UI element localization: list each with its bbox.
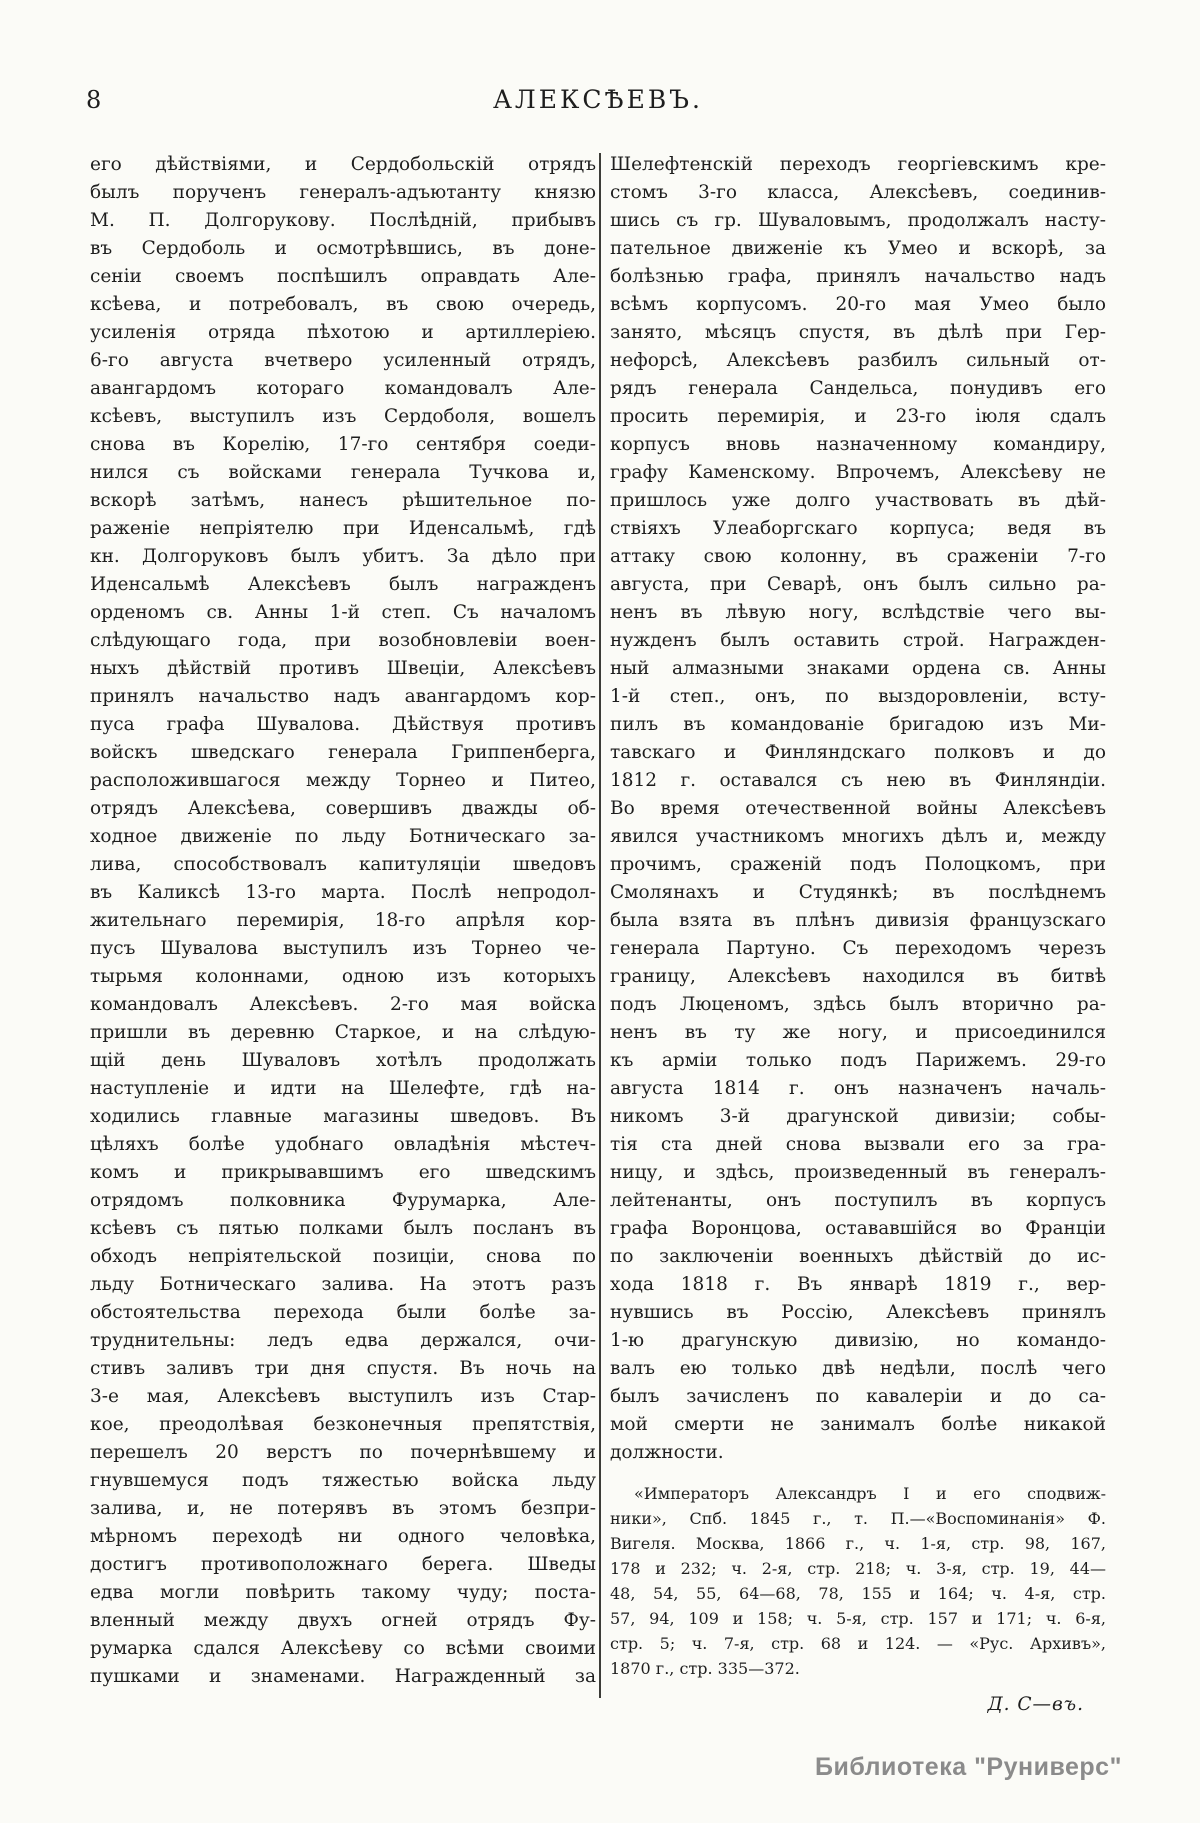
column-divider-rule (599, 153, 601, 1698)
text-line: раженіе непріятелю при Иденсальмѣ, гдѣ (90, 518, 596, 539)
text-line: 6-го августа вчетверо усиленный отрядъ, (90, 350, 596, 371)
text-line: ницу, и здѣсь, произведенный въ генералъ- (610, 1162, 1106, 1183)
text-line: стр. 5; ч. 7-я, стр. 68 и 124. — «Рус. Архивъ», (610, 1634, 1106, 1653)
text-line: труднительны: ледъ едва держался, очи- (90, 1330, 596, 1351)
text-line: пришли въ деревню Старкое, и на слѣдую- (90, 1022, 596, 1043)
text-line: отрядомъ полковника Фурумарка, Але- (90, 1190, 596, 1211)
text-line: мѣрномъ переходѣ ни одного человѣка, (90, 1526, 596, 1547)
text-line: его дѣйствіями, и Сердобольскій отрядъ (90, 154, 596, 175)
text-line: генерала Партуно. Съ переходомъ черезъ (610, 938, 1106, 959)
running-header: АЛЕКСѢЕВЪ. (493, 85, 703, 114)
right-text-column (610, 151, 1106, 1719)
text-line: пусъ Шувалова выступилъ изъ Торнео че- (90, 938, 596, 959)
text-line: ненъ въ ту же ногу, и присоединился (610, 1022, 1106, 1043)
text-line: вленный между двухъ огней отрядъ Фу- (90, 1610, 596, 1631)
text-line: былъ зачисленъ по кавалеріи и до са- (610, 1386, 1106, 1407)
text-line: ники», Спб. 1845 г., т. П.—«Воспоминанія» Ф. (610, 1509, 1106, 1528)
text-line: была взята въ плѣнъ дивизія французскаго (610, 910, 1106, 931)
text-line: льду Ботническаго залива. На этотъ разъ (90, 1274, 596, 1295)
text-line: ксѣева, и потребовалъ, въ свою очередь, (90, 294, 596, 315)
text-line: М. П. Долгорукову. Послѣдній, прибывъ (90, 210, 596, 231)
text-line: пришлось уже долго участвовать въ дѣй- (610, 490, 1106, 511)
text-line: снова въ Корелію, 17-го сентября соеди- (90, 434, 596, 455)
text-line: ксѣевъ съ пятью полками былъ посланъ въ (90, 1218, 596, 1239)
text-line: Иденсальмѣ Алексѣевъ былъ награжденъ (90, 574, 596, 595)
bibliography (610, 1481, 1106, 1681)
text-line: командовалъ Алексѣевъ. 2-го мая войска (90, 994, 596, 1015)
text-line: явился участникомъ многихъ дѣлъ и, между (610, 826, 1106, 847)
text-line: ный алмазными знаками ордена св. Анны (610, 658, 1106, 679)
text-line: нился съ войсками генерала Тучкова и, (90, 462, 596, 483)
text-line: ходное движеніе по льду Ботническаго за- (90, 826, 596, 847)
bibliography-first-line: «Императоръ Александръ I и его сподвиж- (634, 1484, 1106, 1503)
text-line: перешелъ 20 верстъ по почернѣвшему и (90, 1442, 596, 1463)
text-line: Вигеля. Москва, 1866 г., ч. 1-я, стр. 98, 167, (610, 1534, 1106, 1553)
text-line: ходились главные магазины шведовъ. Въ (90, 1106, 596, 1127)
page-number: 8 (86, 86, 102, 114)
text-line: пательное движеніе къ Умео и вскорѣ, за (610, 238, 1106, 259)
text-line: румарка сдался Алексѣеву со всѣми своими (90, 1638, 596, 1659)
text-line: обходъ непріятельской позиціи, снова по (90, 1246, 596, 1267)
text-line: 3-е мая, Алексѣевъ выступилъ изъ Стар- (90, 1386, 596, 1407)
text-line: залива, и, не потерявъ въ этомъ безпри- (90, 1498, 596, 1519)
text-line: подъ Люценомъ, здѣсь былъ вторично ра- (610, 994, 1106, 1015)
bibliography-body (610, 1506, 1106, 1656)
text-line: тырьмя колоннами, одною изъ которыхъ (90, 966, 596, 987)
text-line: рядъ генерала Сандельса, понудивъ его (610, 378, 1106, 399)
text-line: нефорсѣ, Алексѣевъ разбилъ сильный от- (610, 350, 1106, 371)
author-signature: Д. С—въ. (987, 1694, 1084, 1715)
text-line: графу Каменскому. Впрочемъ, Алексѣеву не (610, 462, 1106, 483)
text-line: корпусъ вновь назначенному командиру, (610, 434, 1106, 455)
text-line: войскъ шведскаго генерала Гриппенберга, (90, 742, 596, 763)
text-line: болѣзнью графа, принялъ начальство надъ (610, 266, 1106, 287)
text-line: границу, Алексѣевъ находился въ битвѣ (610, 966, 1106, 987)
text-line: едва могли повѣрить такому чуду; поста- (90, 1582, 596, 1603)
text-line: тавскаго и Финляндскаго полковъ и до (610, 742, 1106, 763)
text-line: кн. Долгоруковъ былъ убитъ. За дѣло при (90, 546, 596, 567)
text-line: ствіяхъ Улеаборгскаго корпуса; ведя въ (610, 518, 1106, 539)
text-line: 1-й степ., онъ, по выздоровленіи, всту- (610, 686, 1106, 707)
text-line: ненъ въ лѣвую ногу, вслѣдствіе чего вы- (610, 602, 1106, 623)
text-line: августа 1814 г. онъ назначенъ началь- (610, 1078, 1106, 1099)
text-line: 178 и 232; ч. 2-я, стр. 218; ч. 3-я, стр. 19, 44— (610, 1559, 1106, 1578)
text-line: нувшись въ Россію, Алексѣевъ принялъ (610, 1302, 1106, 1323)
text-line: занято, мѣсяцъ спустя, въ дѣлѣ при Гер- (610, 322, 1106, 343)
text-line: тія ста дней снова вызвали его за гра- (610, 1134, 1106, 1155)
text-line: мой смерти не занималъ болѣе никакой (610, 1414, 1106, 1435)
text-line: въ Сердоболь и осмотрѣвшись, въ доне- (90, 238, 596, 259)
text-line: графа Воронцова, остававшійся во Франціи (610, 1218, 1106, 1239)
text-line: комъ и прикрывавшимъ его шведскимъ (90, 1162, 596, 1183)
text-line: Шелефтенскій переходъ георгіевскимъ кре- (610, 154, 1106, 175)
text-line: обстоятельства перехода были болѣе за- (90, 1302, 596, 1323)
text-line: 1812 г. оставался съ нею въ Финляндіи. (610, 770, 1106, 791)
text-line: къ арміи только подъ Парижемъ. 29-го (610, 1050, 1106, 1071)
right-column-body (610, 151, 1106, 1439)
text-line: усиленія отряда пѣхотою и артиллеріею. (90, 322, 596, 343)
text-line: пилъ въ командованіе бригадою изъ Ми- (610, 714, 1106, 735)
text-line: прочимъ, сраженій подъ Полоцкомъ, при (610, 854, 1106, 875)
text-line: былъ порученъ генералъ-адъютанту князю (90, 182, 596, 203)
text-line: всѣмъ корпусомъ. 20-го мая Умео было (610, 294, 1106, 315)
text-line: стивъ заливъ три дня спустя. Въ ночь на (90, 1358, 596, 1379)
text-line: слѣдующаго года, при возобновлевіи воен- (90, 630, 596, 651)
text-line: по заключеніи военныхъ дѣйствій до ис- (610, 1246, 1106, 1267)
text-line: расположившагося между Торнео и Питео, (90, 770, 596, 791)
text-line: 1-ю драгунскую дивизію, но командо- (610, 1330, 1106, 1351)
library-watermark: Библиотека "Руниверс" (815, 1753, 1122, 1781)
text-line: ксѣевъ, выступилъ изъ Сердоболя, вошелъ (90, 406, 596, 427)
text-line: никомъ 3-й драгунской дивизіи; собы- (610, 1106, 1106, 1127)
text-line: аттаку свою колонну, въ сраженіи 7-го (610, 546, 1106, 567)
text-line: нужденъ былъ оставить строй. Награжден- (610, 630, 1106, 651)
text-line: августа, при Севарѣ, онъ былъ сильно ра- (610, 574, 1106, 595)
text-line: стомъ 3-го класса, Алексѣевъ, соединив- (610, 182, 1106, 203)
text-line: пуса графа Шувалова. Дѣйствуя противъ (90, 714, 596, 735)
text-line: лива, способствовалъ капитуляціи шведовъ (90, 854, 596, 875)
text-line: 48, 54, 55, 64—68, 78, 155 и 164; ч. 4-я, стр. (610, 1584, 1106, 1603)
text-line: щій день Шуваловъ хотѣлъ продолжать (90, 1050, 596, 1071)
text-line: гнувшемуся подъ тяжестью войска льду (90, 1470, 596, 1491)
text-line: хода 1818 г. Въ январѣ 1819 г., вер- (610, 1274, 1106, 1295)
text-line: орденомъ св. Анны 1-й степ. Съ началомъ (90, 602, 596, 623)
text-line: пушками и знаменами. Награжденный за (90, 1666, 596, 1687)
text-line: въ Каликсѣ 13-го марта. Послѣ непродол- (90, 882, 596, 903)
paragraph-last-line: должности. (610, 1442, 724, 1463)
bibliography-last-line: 1870 г., стр. 335—372. (610, 1659, 800, 1678)
text-line: лейтенанты, онъ поступилъ въ корпусъ (610, 1190, 1106, 1211)
text-line: Смолянахъ и Студянкѣ; въ послѣднемъ (610, 882, 1106, 903)
text-line: сеніи своемъ поспѣшилъ оправдать Але- (90, 266, 596, 287)
text-line: шись съ гр. Шуваловымъ, продолжалъ насту- (610, 210, 1106, 231)
text-line: принялъ начальство надъ авангардомъ кор- (90, 686, 596, 707)
text-line: кое, преодолѣвая безконечныя препятствія, (90, 1414, 596, 1435)
text-line: цѣляхъ болѣе удобнаго овладѣнія мѣстеч- (90, 1134, 596, 1155)
text-line: валъ ею только двѣ недѣли, послѣ чего (610, 1358, 1106, 1379)
text-line: 57, 94, 109 и 158; ч. 5-я, стр. 157 и 171; ч. 6-я, (610, 1609, 1106, 1628)
text-line: отрядъ Алексѣева, совершивъ дважды об- (90, 798, 596, 819)
left-text-column (90, 151, 596, 1691)
text-line: авангардомъ котораго командовалъ Але- (90, 378, 596, 399)
text-line: вскорѣ затѣмъ, нанесъ рѣшительное по- (90, 490, 596, 511)
text-line: достигъ противоположнаго берега. Шведы (90, 1554, 596, 1575)
text-line: жительнаго перемирія, 18-го апрѣля кор- (90, 910, 596, 931)
text-line: Во время отечественной войны Алексѣевъ (610, 798, 1106, 819)
text-line: наступленіе и идти на Шелефте, гдѣ на- (90, 1078, 596, 1099)
text-line: ныхъ дѣйствій противъ Швеціи, Алексѣевъ (90, 658, 596, 679)
text-line: просить перемирія, и 23-го іюля сдалъ (610, 406, 1106, 427)
